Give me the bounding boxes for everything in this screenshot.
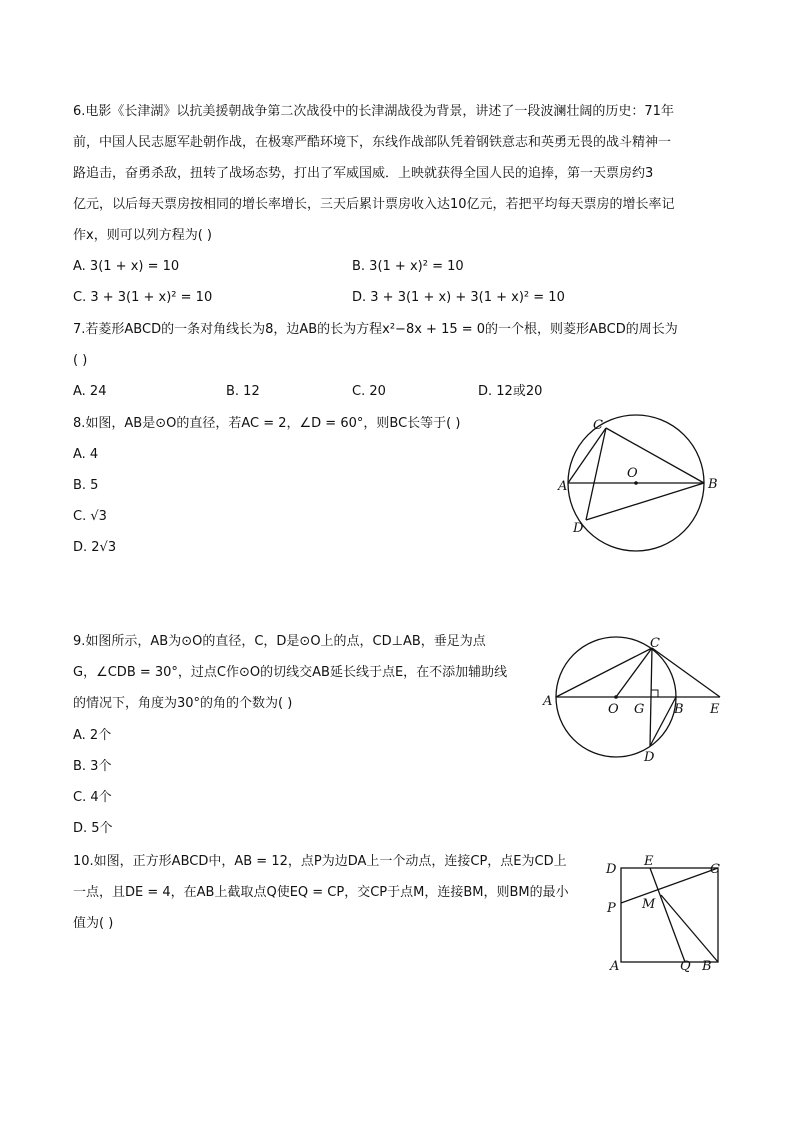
q10-square-abcd: [621, 868, 718, 962]
q9-line-2: G，∠CDB = 30°，过点C作⊙O的切线交AB延长线于点E，在不添加辅助线: [73, 665, 508, 680]
q10-segment-pc: [621, 868, 718, 903]
q10-segment-mb: [661, 895, 718, 962]
q6-line-3: 路追击，奋勇杀敌，扭转了战场态势，打出了军威国威．上映就获得全国人民的追捧，第一天票房约3: [73, 166, 654, 181]
q7-option-c: C. 20: [352, 384, 386, 399]
q8-center-dot: [634, 481, 638, 485]
q10-label-m: M: [642, 897, 656, 912]
q8-option-c: C. √3: [73, 509, 107, 524]
q7-option-a: A. 24: [73, 384, 107, 399]
q8-label-a: A: [558, 479, 568, 494]
q9-option-c: C. 4个: [73, 790, 112, 805]
q9-label-a: A: [543, 694, 553, 709]
q10-line-2: 一点，且DE = 4，在AB上截取点Q使EQ = CP，交CP于点M，连接BM，则BM的最小: [73, 885, 569, 900]
q9-option-a: A. 2个: [73, 728, 112, 743]
q10-label-c: C: [710, 862, 720, 877]
q8-option-d: D. 2√3: [73, 540, 117, 555]
q10-line-3: 值为( ): [73, 916, 114, 931]
q8-label-d: D: [573, 521, 584, 536]
q8-segment-db: [586, 483, 704, 520]
q10-label-e: E: [644, 854, 654, 869]
q7-line-2: ( ): [73, 353, 88, 368]
q9-line-3: 的情况下，角度为30°的角的个数为( ): [73, 696, 293, 711]
q8-label-b: B: [708, 477, 718, 492]
q10-line-1: 10.如图，正方形ABCD中，AB = 12，点P为边DA上一个动点，连接CP，点E为CD上: [73, 854, 567, 869]
q10-square-figure: [600, 855, 730, 980]
q10-label-q: Q: [680, 959, 691, 974]
q9-tangent-ce: [652, 648, 720, 697]
q9-segment-ac: [556, 648, 652, 697]
q9-option-b: B. 3个: [73, 759, 112, 774]
q6-option-b: B. 3(1 + x)² = 10: [352, 259, 464, 274]
q9-label-g: G: [634, 702, 645, 717]
q10-label-d: D: [606, 862, 617, 877]
q7-option-d: D. 12或20: [478, 384, 543, 399]
q6-option-d: D. 3 + 3(1 + x) + 3(1 + x)² = 10: [352, 290, 565, 305]
q6-line-4: 亿元，以后每天票房按相同的增长率增长，三天后累计票房收入达10亿元，若把平均每天票房的增长率记: [73, 197, 675, 212]
q9-label-b: B: [674, 702, 684, 717]
q9-segment-oc: [616, 648, 652, 697]
q7-option-b: B. 12: [226, 384, 260, 399]
q10-label-a: A: [610, 959, 620, 974]
q9-segment-db: [650, 697, 676, 746]
q9-label-e: E: [710, 702, 720, 717]
q8-option-b: B. 5: [73, 478, 99, 493]
q6-option-c: C. 3 + 3(1 + x)² = 10: [73, 290, 213, 305]
q8-label-o: O: [627, 466, 638, 481]
q8-option-a: A. 4: [73, 447, 99, 462]
q8-line-1: 8.如图，AB是⊙O的直径，若AC = 2，∠D = 60°，则BC长等于( ): [73, 416, 461, 431]
q9-center-dot: [614, 695, 618, 699]
q9-option-d: D. 5个: [73, 821, 113, 836]
q8-label-c: C: [593, 418, 603, 433]
q9-label-c: C: [650, 636, 660, 651]
q9-circle-figure: [540, 633, 730, 768]
q9-label-d: D: [644, 750, 655, 765]
q8-segment-cb: [606, 428, 704, 483]
q9-right-angle-mark: [651, 690, 658, 697]
q6-line-1: 6.电影《长津湖》以抗美援朝战争第二次战役中的长津湖战役为背景，讲述了一段波澜壮阔的历史：71年: [73, 104, 674, 119]
q6-line-2: 前，中国人民志愿军赴朝作战，在极寒严酷环境下，东线作战部队凭着钢铁意志和英勇无畏的战斗精神一: [73, 135, 672, 150]
q8-circle-figure: [555, 408, 725, 558]
q10-label-b: B: [702, 959, 712, 974]
q9-label-o: O: [608, 702, 619, 717]
q6-option-a: A. 3(1 + x) = 10: [73, 259, 180, 274]
q10-label-p: P: [607, 901, 616, 916]
q6-line-5: 作x，则可以列方程为( ): [73, 228, 212, 243]
q9-line-1: 9.如图所示，AB为⊙O的直径，C，D是⊙O上的点，CD⊥AB，垂足为点: [73, 634, 486, 649]
q7-line-1: 7.若菱形ABCD的一条对角线长为8，边AB的长为方程x²−8x + 15 = 0的一个根，则菱形ABCD的周长为: [73, 322, 678, 337]
